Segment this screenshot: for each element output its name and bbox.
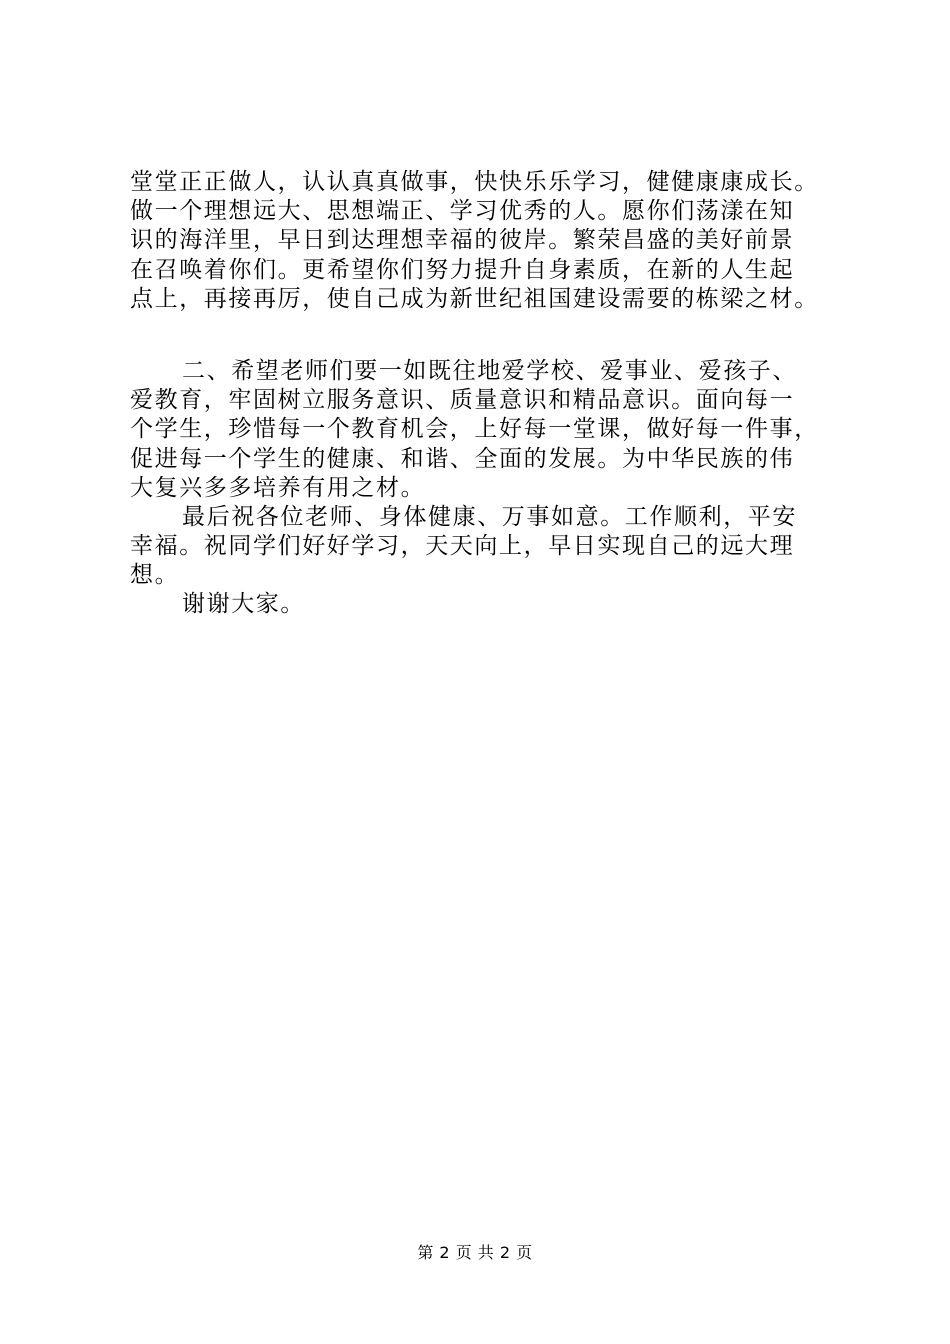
text-line: 二、希望老师们要一如既往地爱学校、爱事业、爱孩子、 [182,357,797,384]
text-line: 想。 [130,562,180,589]
paragraph-closing-students [130,168,850,314]
text-line: 促进每一个学生的健康、和谐、全面的发展。为中华民族的伟 [130,445,795,472]
page-footer: 第 2 页 共 2 页 [417,1243,533,1262]
paragraph-thanks [130,590,850,619]
text-line: 点上，再接再厉，使自己成为新世纪祖国建设需要的栋梁之材。 [130,285,819,312]
text-line: 最后祝各位老师、身体健康、万事如意。工作顺利，平安 [182,503,797,530]
document-body [130,168,850,620]
text-line: 识的海洋里，早日到达理想幸福的彼岸。繁荣昌盛的美好前景 [130,227,795,254]
text-line: 个学生，珍惜每一个教育机会，上好每一堂课，做好每一件事， [130,416,819,443]
paragraph-wishes [130,503,850,591]
paragraph-teachers [130,357,850,503]
text-line: 做一个理想远大、思想端正、学习优秀的人。愿你们荡漾在知 [130,198,795,225]
text-line: 爱教育，牢固树立服务意识、质量意识和精品意识。面向每一 [130,387,795,414]
text-line: 谢谢大家。 [182,591,305,618]
paragraph-spacer [130,314,850,357]
text-line: 幸福。祝同学们好好学习，天天向上，早日实现自己的远大理 [130,533,795,560]
text-line: 堂堂正正做人，认认真真做事，快快乐乐学习，健健康康成长。 [130,169,819,195]
text-line: 大复兴多多培养有用之材。 [130,474,426,501]
text-line: 在召唤着你们。更希望你们努力提升自身素质，在新的人生起 [130,256,795,283]
